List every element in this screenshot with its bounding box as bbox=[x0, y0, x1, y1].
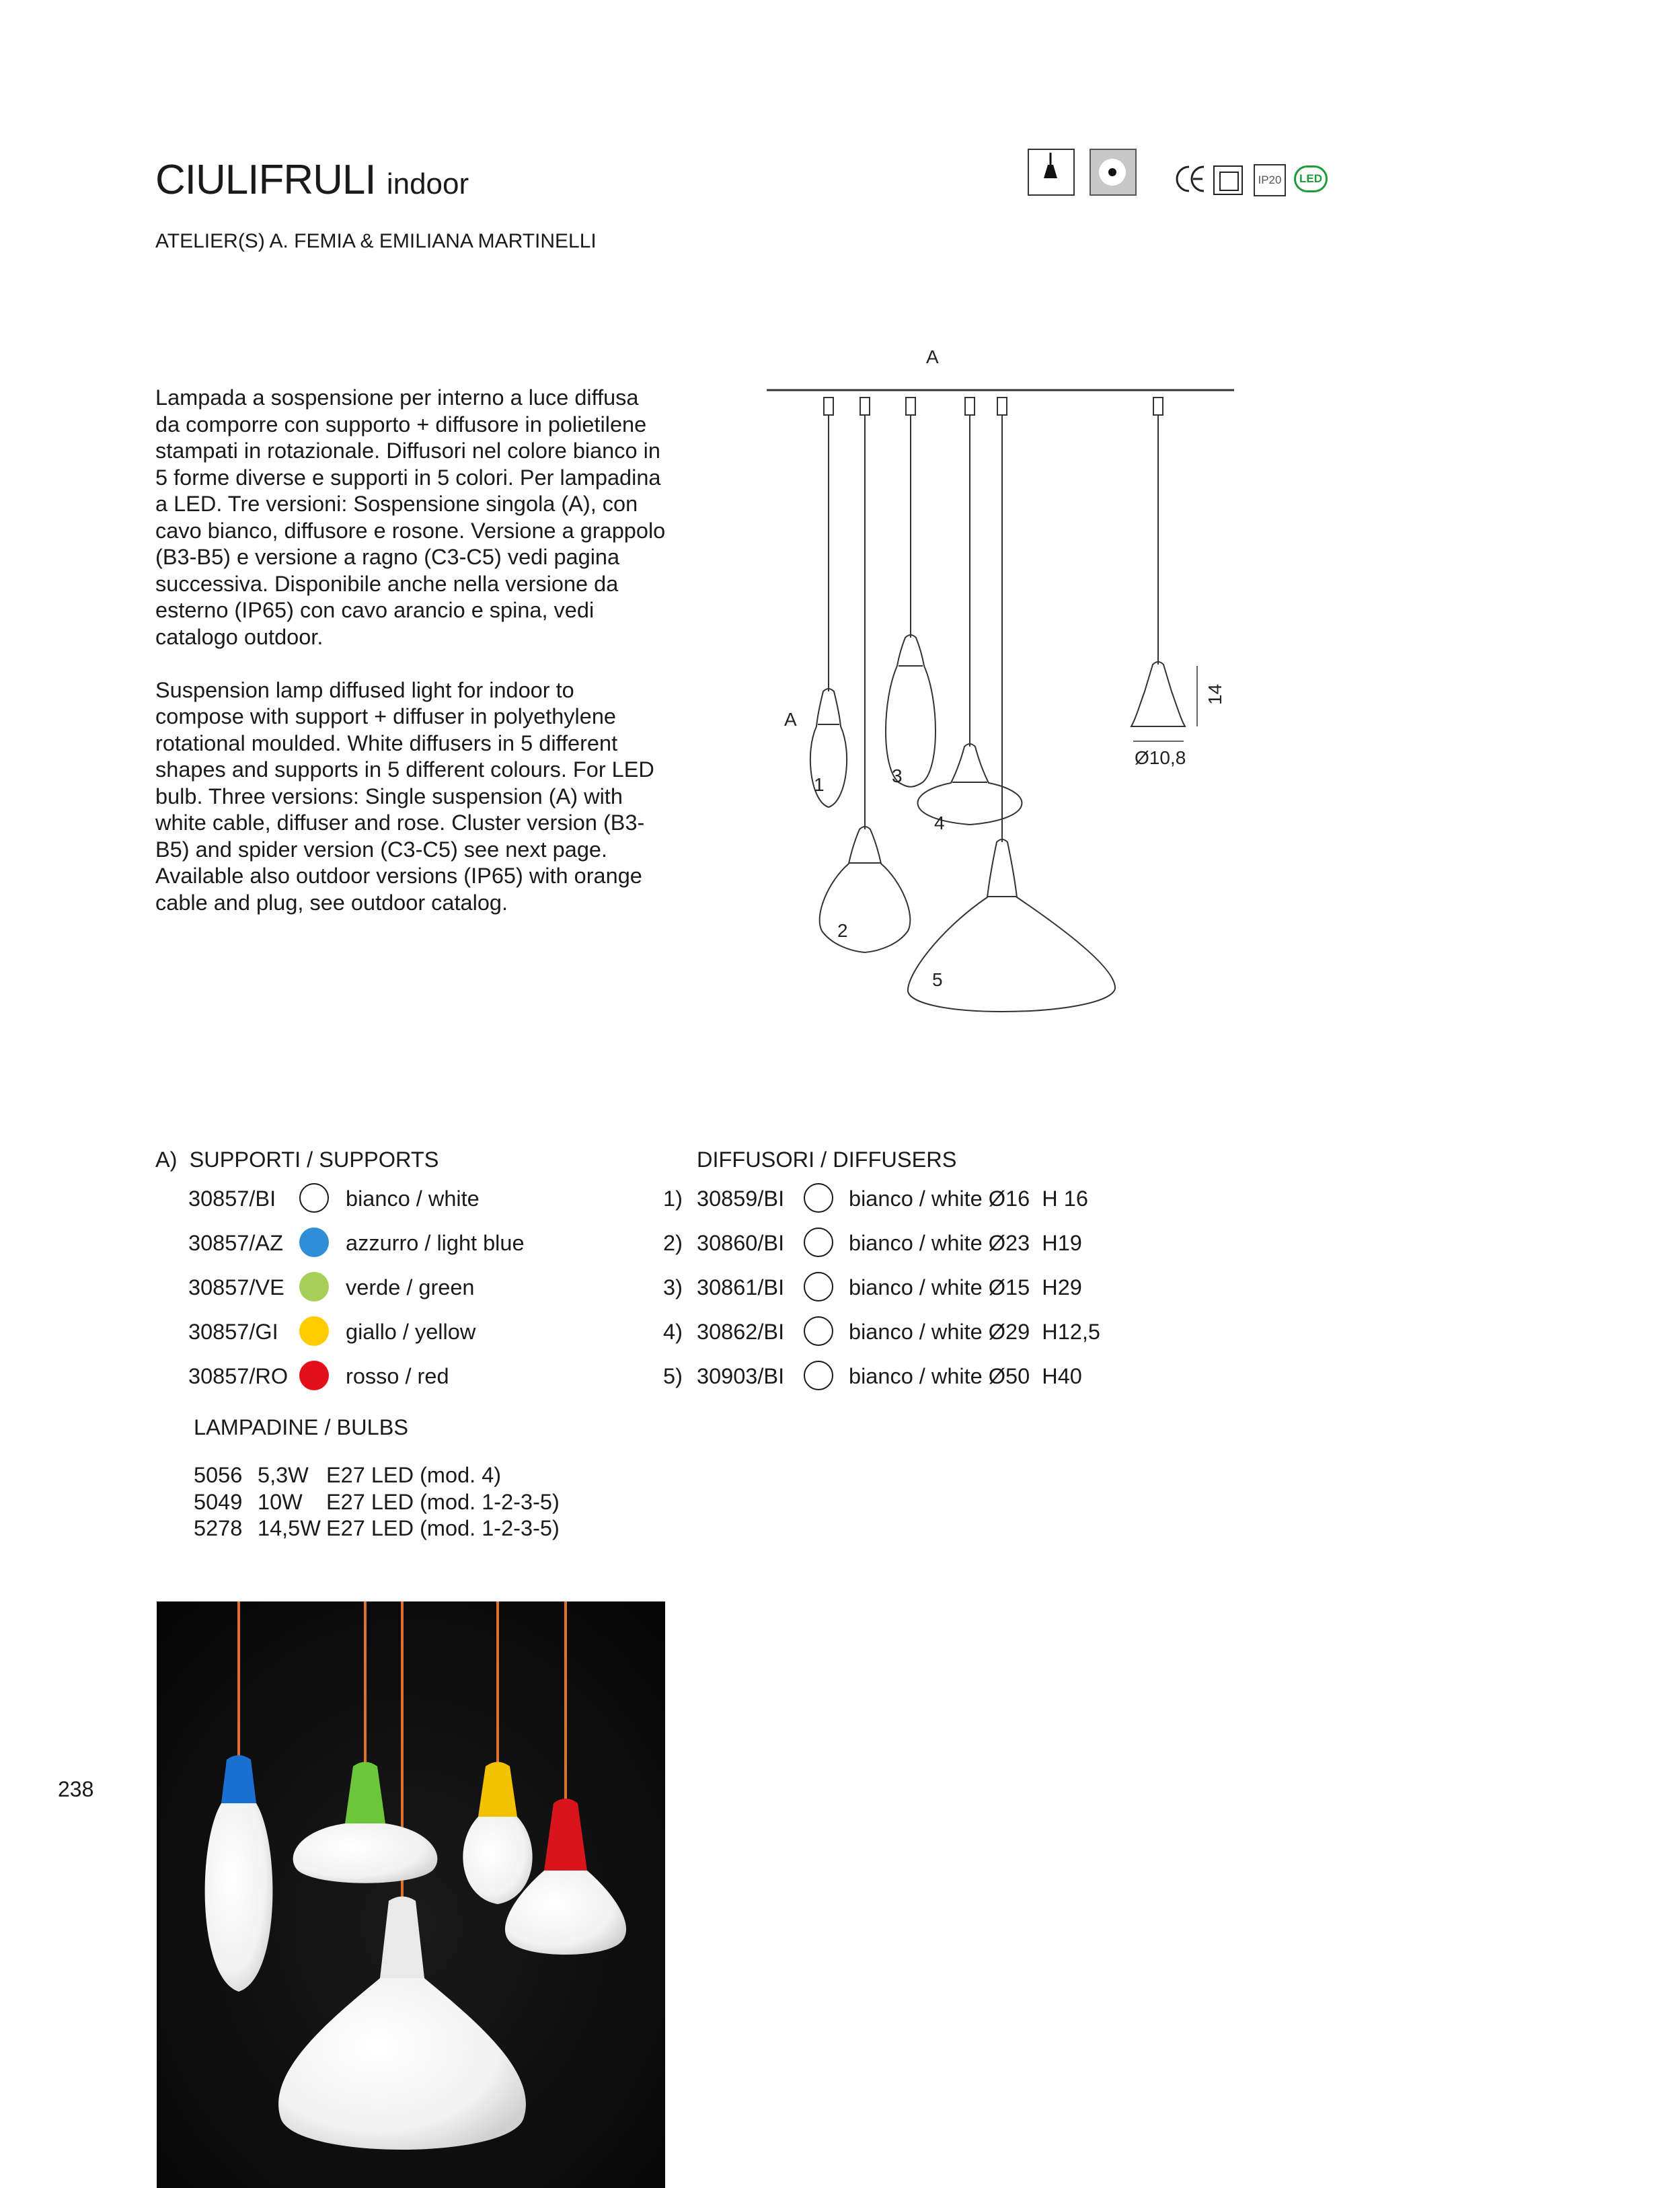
diffuser-label: bianco / white Ø23 H19 bbox=[849, 1231, 1082, 1255]
support-code: 30857/RO bbox=[188, 1364, 289, 1388]
diffuser-color-swatch bbox=[804, 1361, 833, 1390]
support-row bbox=[188, 1180, 565, 1217]
height-dimension: 14 bbox=[1205, 683, 1225, 705]
diffuser-number: 4) bbox=[663, 1320, 683, 1344]
ip-rating-label: IP20 bbox=[1258, 174, 1282, 186]
bulb-spec: E27 LED (mod. 1-2-3-5) bbox=[326, 1489, 560, 1514]
support-color-swatch bbox=[299, 1183, 329, 1213]
bulb-power: 14,5W bbox=[258, 1516, 321, 1540]
led-icon bbox=[1294, 165, 1328, 192]
blue-support bbox=[221, 1756, 256, 1804]
designer-credit: ATELIER(S) A. FEMIA & EMILIANA MARTINELLI bbox=[155, 230, 597, 252]
diagram-side-label: A bbox=[784, 709, 797, 730]
diffuser-number: 1) bbox=[663, 1186, 683, 1211]
bulb-code: 5278 bbox=[194, 1516, 243, 1540]
diffusers-heading: DIFFUSORI / DIFFUSERS bbox=[697, 1147, 957, 1172]
suspension-mount-icon bbox=[1028, 149, 1075, 196]
support-label: azzurro / light blue bbox=[346, 1231, 525, 1255]
bulb-code: 5049 bbox=[194, 1489, 243, 1514]
description-italian: Lampada a sospensione per interno a luce diffusa da comporre con supporto + diffusore in polietilene stampati in rotazionale. Diffusori nel colore bianco in 5 forme diverse e supporti in 5 colori. Per lampadina a LED. Tre versioni: Sospensione singola (A), con cavo bianco, diffusore e rosone. Versione a grappolo (B3-B5) e versione a ragno (C3-C5) vedi pagina successiva. Disponibile anche nella versione da esterno (IP65) con cavo arancio e spina, vedi catalogo outdoor. bbox=[155, 385, 666, 649]
diameter-dimension: Ø10,8 bbox=[1135, 747, 1186, 768]
diffuser-color-swatch bbox=[804, 1228, 833, 1257]
downlight-icon bbox=[1090, 149, 1137, 196]
bulb-power: 10W bbox=[258, 1489, 303, 1514]
support-code: 30857/BI bbox=[188, 1186, 276, 1211]
bulbs-heading: LAMPADINE / BULBS bbox=[194, 1415, 409, 1439]
led-label: LED bbox=[1299, 172, 1322, 185]
diffuser-number: 2) bbox=[663, 1231, 683, 1255]
product-name: CIULIFRULI bbox=[155, 157, 376, 203]
diffuser-code: 30862/BI bbox=[697, 1320, 785, 1344]
diffuser-label: bianco / white Ø15 H29 bbox=[849, 1275, 1082, 1299]
diffuser-label: bianco / white Ø16 H 16 bbox=[849, 1186, 1088, 1211]
shape-label-3: 3 bbox=[892, 765, 903, 786]
diffuser-row bbox=[663, 1357, 1134, 1395]
support-row bbox=[188, 1224, 565, 1262]
diffuser-code: 30859/BI bbox=[697, 1186, 785, 1211]
diffuser-row bbox=[663, 1224, 1134, 1262]
diffuser-color-swatch bbox=[804, 1272, 833, 1302]
supports-heading-text: SUPPORTI / SUPPORTS bbox=[189, 1147, 439, 1172]
ufo-diffuser bbox=[293, 1823, 438, 1883]
diffuser-row bbox=[663, 1313, 1134, 1351]
shape-label-5: 5 bbox=[932, 969, 943, 990]
product-description bbox=[155, 385, 666, 916]
supports-heading bbox=[155, 1147, 438, 1172]
support-color-swatch bbox=[299, 1316, 329, 1346]
diffuser-code: 30903/BI bbox=[697, 1364, 785, 1388]
description-english: Suspension lamp diffused light for indoor to compose with support + diffuser in polyethylene rotational moulded. White diffusers in 5 different shapes and supports in 5 different colours. For LED bulb. Three versions: Single suspension (A) with white cable, diffuser and rose. Cluster version (B3-B5) and spider version (C3-C5) see next page. Available also outdoor versions (IP65) with orange cable and plug, see outdoor catalog. bbox=[155, 677, 654, 915]
page-number: 238 bbox=[58, 1777, 94, 1801]
support-label: bianco / white bbox=[346, 1186, 480, 1211]
product-photo bbox=[157, 1601, 665, 2188]
support-code: 30857/AZ bbox=[188, 1231, 283, 1255]
shape-label-1: 1 bbox=[814, 774, 825, 795]
diffuser-row bbox=[663, 1180, 1134, 1217]
support-label: verde / green bbox=[346, 1275, 475, 1299]
support-color-swatch bbox=[299, 1228, 329, 1257]
support-label: giallo / yellow bbox=[346, 1320, 476, 1344]
bulb-power: 5,3W bbox=[258, 1463, 309, 1487]
diffuser-color-swatch bbox=[804, 1183, 833, 1213]
diffuser-number: 5) bbox=[663, 1364, 683, 1388]
ce-mark-icon bbox=[1173, 161, 1208, 196]
bulb-spec: E27 LED (mod. 1-2-3-5) bbox=[326, 1516, 560, 1540]
ip-rating-icon bbox=[1254, 164, 1286, 196]
diffuser-color-swatch bbox=[804, 1316, 833, 1346]
diffuser-number: 3) bbox=[663, 1275, 683, 1299]
support-row bbox=[188, 1357, 565, 1395]
diffuser-row bbox=[663, 1269, 1134, 1306]
diffuser-code: 30861/BI bbox=[697, 1275, 785, 1299]
diffuser-code: 30860/BI bbox=[697, 1231, 785, 1255]
support-color-swatch bbox=[299, 1361, 329, 1390]
bulb-spec: E27 LED (mod. 4) bbox=[326, 1463, 502, 1487]
product-title bbox=[155, 156, 469, 204]
support-code: 30857/VE bbox=[188, 1275, 284, 1299]
diffuser-label: bianco / white Ø50 H40 bbox=[849, 1364, 1082, 1388]
technical-drawing bbox=[740, 336, 1251, 1036]
supports-prefix: A) bbox=[155, 1147, 178, 1172]
class-ii-insulation-icon bbox=[1213, 165, 1243, 195]
support-color-swatch bbox=[299, 1272, 329, 1302]
shape-label-4: 4 bbox=[934, 813, 945, 833]
support-code: 30857/GI bbox=[188, 1320, 278, 1344]
support-label: rosso / red bbox=[346, 1364, 449, 1388]
bulb-code: 5056 bbox=[194, 1463, 243, 1487]
support-row bbox=[188, 1269, 565, 1306]
shape-label-2: 2 bbox=[837, 920, 848, 941]
diffuser-label: bianco / white Ø29 H12,5 bbox=[849, 1320, 1100, 1344]
support-row bbox=[188, 1313, 565, 1351]
product-title-suffix: indoor bbox=[386, 167, 469, 200]
diagram-top-label: A bbox=[926, 346, 939, 367]
